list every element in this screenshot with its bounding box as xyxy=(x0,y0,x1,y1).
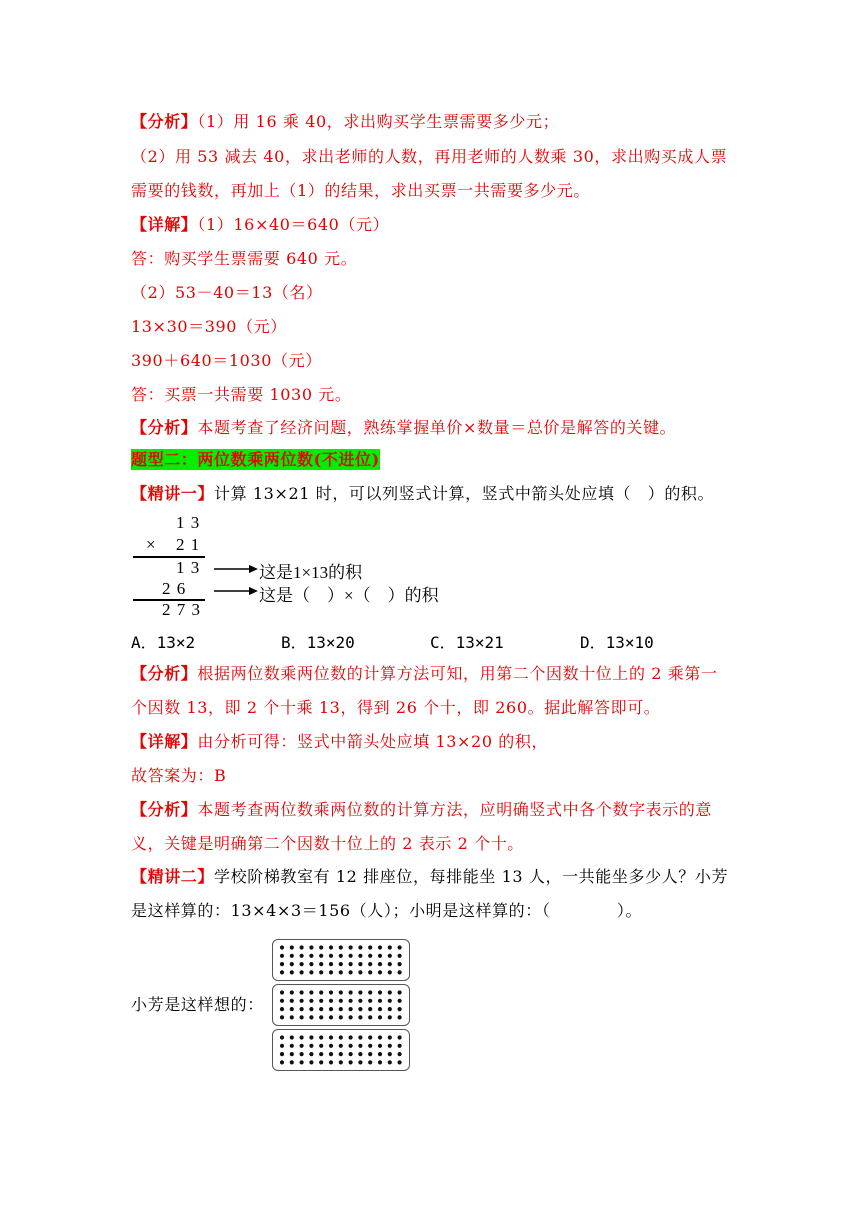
seat-dot xyxy=(388,999,392,1003)
seat-dot xyxy=(398,1035,402,1039)
summary-2-line-2: 义，关键是明确第二个因数十位上的 2 表示 2 个十。 xyxy=(131,834,524,853)
solution-1-line-4: 13×30＝390（元） xyxy=(131,317,287,336)
seat-dot xyxy=(290,1052,294,1056)
times-sign: × xyxy=(146,535,156,554)
analysis-1-line-3: 需要的钱数，再加上（1）的结果，求出买票一共需要多少元。 xyxy=(131,181,590,200)
seat-dot xyxy=(388,1007,392,1011)
vm-row-5: 2 7 3 xyxy=(162,600,201,619)
analysis-2-line-2: 个因数 13，即 2 个十乘 13，得到 26 个十，即 260。据此解答即可。 xyxy=(131,698,661,717)
seat-dot xyxy=(280,1052,284,1056)
seat-dot xyxy=(378,1015,382,1019)
option-a: A．13×2 xyxy=(131,633,196,652)
seat-dot xyxy=(290,962,294,966)
seat-dot xyxy=(388,990,392,994)
seat-dot xyxy=(358,1052,362,1056)
seat-dot xyxy=(398,954,402,958)
seat-dot xyxy=(358,954,362,958)
seat-dot xyxy=(398,1044,402,1048)
seat-dot xyxy=(398,962,402,966)
seat-dot xyxy=(398,1007,402,1011)
seat-dot xyxy=(349,1015,353,1019)
seat-dot xyxy=(358,1015,362,1019)
seat-dot xyxy=(339,954,343,958)
seat-dot xyxy=(329,970,333,974)
seat-dot xyxy=(378,1007,382,1011)
seat-dot xyxy=(309,1015,313,1019)
option-c: C．13×21 xyxy=(430,633,504,652)
seat-dot xyxy=(378,1035,382,1039)
seat-dot xyxy=(309,1044,313,1048)
seat-dot xyxy=(300,1035,304,1039)
seat-dot xyxy=(368,970,372,974)
seat-dot xyxy=(349,1060,353,1064)
seat-dot xyxy=(378,1052,382,1056)
seat-dot xyxy=(300,945,304,949)
lecture-2-line-2: 是这样算的：13×4×3＝156（人）；小明是这样算的：（ ）。 xyxy=(131,901,643,920)
seat-dot xyxy=(368,1052,372,1056)
dot-group-3 xyxy=(272,1029,410,1071)
seat-dot xyxy=(290,1015,294,1019)
seat-dot xyxy=(319,1015,323,1019)
seat-dot xyxy=(349,1007,353,1011)
seat-dot xyxy=(339,999,343,1003)
seat-dot xyxy=(309,1060,313,1064)
seat-dot xyxy=(378,962,382,966)
seat-dot xyxy=(378,1044,382,1048)
seat-dot xyxy=(300,954,304,958)
seat-dot xyxy=(319,954,323,958)
seat-dot xyxy=(388,1015,392,1019)
seat-dot xyxy=(378,990,382,994)
seat-dot xyxy=(329,1044,333,1048)
seat-dot xyxy=(280,962,284,966)
solution-2-answer: 故答案为：B xyxy=(131,766,227,785)
seat-dot xyxy=(398,945,402,949)
seat-dot xyxy=(319,1035,323,1039)
vm-note-2: 这是（ ）×（ ）的积 xyxy=(259,586,439,605)
solution-1-line-1: 【详解】（1）16×40＝640（元） xyxy=(131,215,390,234)
option-b: B．13×20 xyxy=(281,633,355,652)
lecture-1-question: 【精讲一】计算 13×21 时，可以列竖式计算，竖式中箭头处应填（ ）的积。 xyxy=(131,484,715,503)
seat-dot xyxy=(280,954,284,958)
vm-row-2: 2 1 xyxy=(176,535,201,554)
seat-dot xyxy=(290,1035,294,1039)
seat-dot xyxy=(368,999,372,1003)
seat-dot xyxy=(290,999,294,1003)
seat-dot xyxy=(319,945,323,949)
seat-dot xyxy=(358,990,362,994)
seat-dot xyxy=(280,1044,284,1048)
seat-dot xyxy=(368,1035,372,1039)
seat-dot xyxy=(339,1060,343,1064)
solution-2-line-1: 【详解】由分析可得：竖式中箭头处应填 13×20 的积， xyxy=(131,732,549,751)
seat-dot xyxy=(300,1052,304,1056)
solution-tag: 【详解】 xyxy=(131,215,198,234)
seat-dot xyxy=(309,962,313,966)
seat-dot xyxy=(388,1060,392,1064)
seat-dot xyxy=(329,1060,333,1064)
seat-dot xyxy=(319,1052,323,1056)
seat-dot xyxy=(339,1052,343,1056)
solution-1-line-3: （2）53－40＝13（名） xyxy=(131,283,323,302)
seat-dot xyxy=(339,1035,343,1039)
seat-dot xyxy=(349,970,353,974)
seat-dot xyxy=(358,1035,362,1039)
seat-dot xyxy=(378,945,382,949)
seat-dot xyxy=(300,962,304,966)
seat-dot xyxy=(388,945,392,949)
section-heading: 题型二：两位数乘两位数(不进位) xyxy=(131,450,380,469)
solution-1-line-2: 答：购买学生票需要 640 元。 xyxy=(131,249,358,268)
seat-dot xyxy=(290,1044,294,1048)
seat-dot xyxy=(339,990,343,994)
seat-dot xyxy=(290,970,294,974)
seat-dot xyxy=(290,954,294,958)
seat-dot xyxy=(339,970,343,974)
figure-caption: 小芳是这样想的： xyxy=(131,995,264,1014)
seat-dot xyxy=(319,1060,323,1064)
seat-dot xyxy=(280,1035,284,1039)
seat-dot xyxy=(319,962,323,966)
seat-dot xyxy=(329,954,333,958)
seat-dot xyxy=(329,945,333,949)
seat-dot xyxy=(378,970,382,974)
seat-dot xyxy=(378,954,382,958)
seat-dot xyxy=(280,1060,284,1064)
seat-dot xyxy=(349,990,353,994)
analysis-1-line-1 xyxy=(131,112,559,132)
seat-dot xyxy=(300,1007,304,1011)
seat-dot xyxy=(309,954,313,958)
seat-dot xyxy=(339,945,343,949)
vm-note-1: 这是1×13的积 xyxy=(259,563,363,582)
seat-dot xyxy=(378,1060,382,1064)
seat-dot xyxy=(329,962,333,966)
seat-dot xyxy=(368,962,372,966)
arrow-icons xyxy=(212,560,260,600)
seat-dot xyxy=(358,1044,362,1048)
analysis-1-line-2: （2）用 53 减去 40，求出老师的人数，再用老师的人数乘 30，求出购买成人票 xyxy=(131,147,728,166)
seat-dot xyxy=(309,1007,313,1011)
seat-dot xyxy=(309,999,313,1003)
seat-dot xyxy=(339,962,343,966)
seat-dot xyxy=(319,999,323,1003)
seat-dot xyxy=(398,1060,402,1064)
seat-dot xyxy=(378,999,382,1003)
seat-dot xyxy=(329,990,333,994)
seat-dot xyxy=(358,962,362,966)
seat-dot xyxy=(319,1044,323,1048)
seat-dot xyxy=(398,990,402,994)
analysis-2-line-1: 【分析】根据两位数乘两位数的计算方法可知，用第二个因数十位上的 2 乘第一 xyxy=(131,664,718,683)
seat-dot xyxy=(339,1044,343,1048)
summary-2-line-1: 【分析】本题考查两位数乘两位数的计算方法，应明确竖式中各个数字表示的意 xyxy=(131,800,713,819)
seat-dot xyxy=(319,990,323,994)
seat-dot xyxy=(349,1044,353,1048)
seat-dot xyxy=(300,1044,304,1048)
seat-dot xyxy=(388,1044,392,1048)
seat-dot xyxy=(358,1007,362,1011)
seat-dot xyxy=(398,1052,402,1056)
seat-dot xyxy=(309,945,313,949)
seat-dot xyxy=(309,1052,313,1056)
seat-dot xyxy=(290,1007,294,1011)
lecture-2-line-1: 【精讲二】学校阶梯教室有 12 排座位，每排能坐 13 人，一共能坐多少人？小芳 xyxy=(131,867,729,886)
seat-dot xyxy=(358,970,362,974)
analysis-tag: 【分析】 xyxy=(131,112,198,131)
seat-dot xyxy=(368,1015,372,1019)
seat-dot xyxy=(368,990,372,994)
seat-dot xyxy=(300,1015,304,1019)
seat-dot xyxy=(349,1035,353,1039)
seat-dot xyxy=(300,1060,304,1064)
seat-dot xyxy=(339,1007,343,1011)
seat-dot xyxy=(309,1035,313,1039)
seat-dot xyxy=(368,1060,372,1064)
option-d: D．13×10 xyxy=(580,633,654,652)
seat-dot xyxy=(329,1015,333,1019)
seat-dot xyxy=(290,945,294,949)
seat-dot xyxy=(368,1044,372,1048)
summary-1: 【分析】本题考查了经济问题，熟练掌握单价×数量＝总价是解答的关键。 xyxy=(131,418,677,437)
seat-dot xyxy=(358,945,362,949)
seat-dot xyxy=(309,970,313,974)
seat-dot xyxy=(388,970,392,974)
seat-dot xyxy=(329,999,333,1003)
seat-dot xyxy=(319,1007,323,1011)
seat-dot xyxy=(358,1060,362,1064)
seat-dot xyxy=(398,1015,402,1019)
dot-group-2 xyxy=(272,984,410,1026)
seat-dot xyxy=(329,1007,333,1011)
seat-dot xyxy=(280,990,284,994)
seat-dot xyxy=(329,1052,333,1056)
seat-dot xyxy=(280,1007,284,1011)
seat-dot xyxy=(388,1052,392,1056)
seat-dot xyxy=(349,962,353,966)
seat-dot xyxy=(300,999,304,1003)
seat-dot xyxy=(368,954,372,958)
seat-dot xyxy=(388,1035,392,1039)
solution-1-line-5: 390＋640＝1030（元） xyxy=(131,351,322,370)
seat-dot xyxy=(280,1015,284,1019)
seat-dot xyxy=(309,990,313,994)
seat-dot xyxy=(358,999,362,1003)
seat-dot xyxy=(300,990,304,994)
seat-dot xyxy=(388,954,392,958)
seat-dot xyxy=(398,970,402,974)
seat-dot xyxy=(329,1035,333,1039)
seat-dot xyxy=(398,999,402,1003)
seat-dot xyxy=(290,1060,294,1064)
seat-dot xyxy=(280,970,284,974)
vm-row-1: 1 3 xyxy=(176,513,201,532)
seat-dot xyxy=(339,1015,343,1019)
seat-dot xyxy=(388,962,392,966)
seat-dot xyxy=(349,999,353,1003)
seat-dot xyxy=(319,970,323,974)
seat-dot xyxy=(349,1052,353,1056)
seat-dot xyxy=(368,1007,372,1011)
seat-dot xyxy=(280,999,284,1003)
vm-row-4: 2 6 xyxy=(162,579,187,598)
analysis-text: （1）用 16 乘 40，求出购买学生票需要多少元； xyxy=(197,112,560,131)
seat-dot xyxy=(368,945,372,949)
dot-group-1 xyxy=(272,939,410,981)
seat-dot xyxy=(349,954,353,958)
lecture-tag: 【精讲一】 xyxy=(131,484,215,503)
solution-1-line-6: 答：买票一共需要 1030 元。 xyxy=(131,385,352,404)
vm-row-3: 1 3 xyxy=(176,558,201,577)
seat-dot xyxy=(300,970,304,974)
seat-dot xyxy=(349,945,353,949)
seat-dot xyxy=(290,990,294,994)
seat-dot xyxy=(280,945,284,949)
